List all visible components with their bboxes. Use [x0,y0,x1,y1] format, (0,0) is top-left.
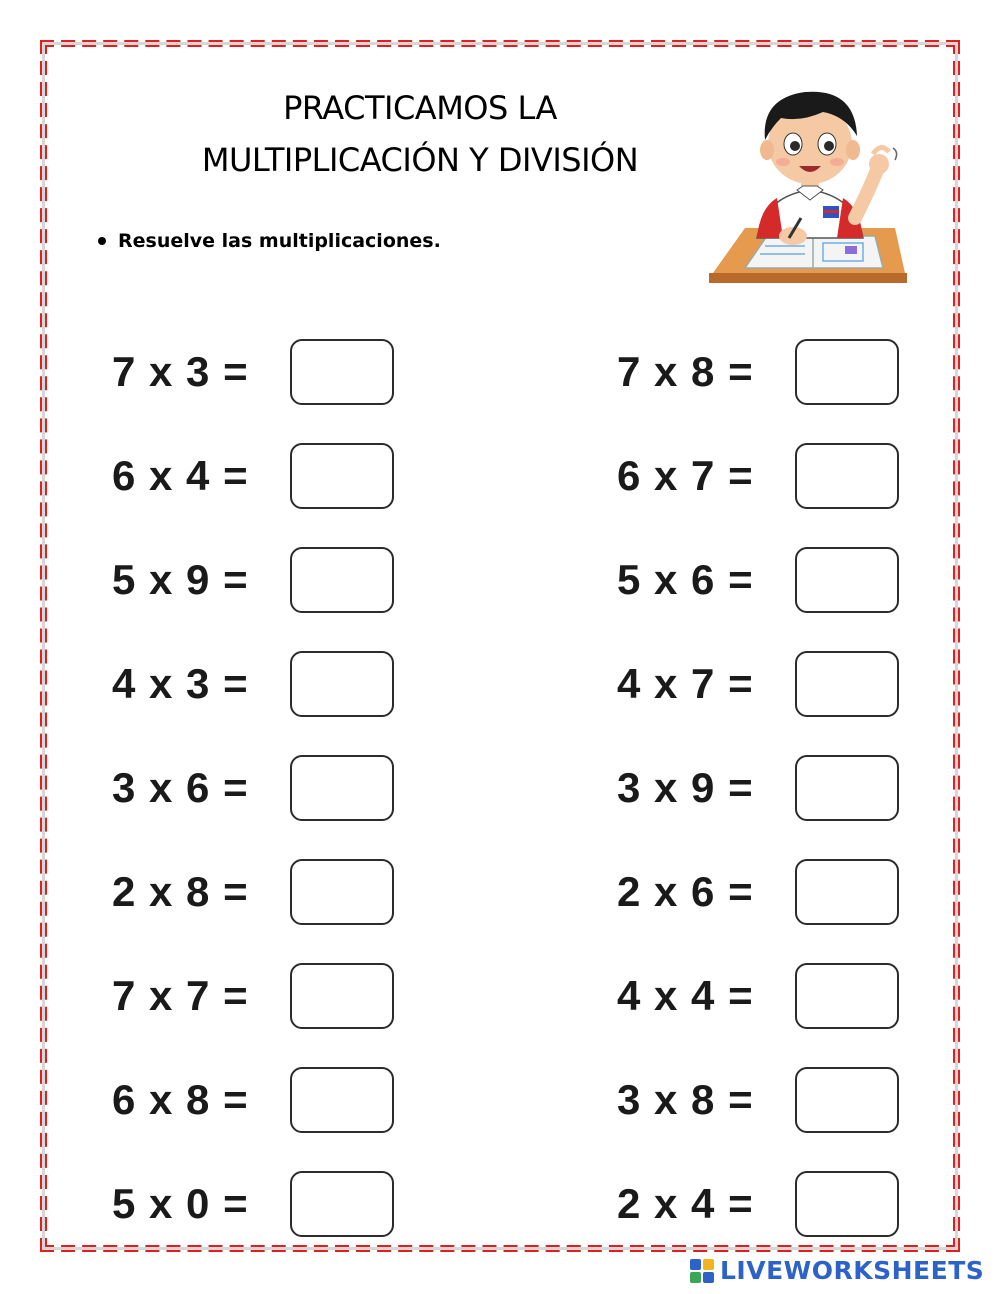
answer-box[interactable] [795,443,899,509]
exercise-expression: 4 x 7 = [617,660,754,707]
exercise-expression: 3 x 8 = [617,1076,754,1123]
instruction [98,230,441,252]
exercise-row [617,338,899,406]
answer-box[interactable] [290,339,394,405]
exercise-expression: 5 x 9 = [112,556,249,603]
exercise-expression: 5 x 6 = [617,556,754,603]
exercise-row [617,858,899,926]
exercise-row [112,650,394,718]
worksheet-title [110,82,730,186]
liveworksheets-logo-icon [690,1259,714,1283]
exercise-expression: 3 x 9 = [617,764,754,811]
exercise-expression: 6 x 4 = [112,452,249,499]
watermark-text: LIVEWORKSHEETS [720,1256,985,1285]
answer-box[interactable] [795,651,899,717]
right-exercise-column [617,338,899,1274]
exercise-expression: 7 x 3 = [112,348,249,395]
exercise-row [617,754,899,822]
exercise-row [112,442,394,510]
answer-box[interactable] [290,963,394,1029]
exercise-expression: 5 x 0 = [112,1180,249,1227]
exercise-row [112,858,394,926]
answer-box[interactable] [290,1171,394,1237]
exercise-row [617,546,899,614]
title-line-1: PRACTICAMOS LA [283,89,557,127]
exercise-row [112,754,394,822]
left-exercise-column [112,338,394,1274]
exercise-expression: 6 x 8 = [112,1076,249,1123]
instruction-text: Resuelve las multiplicaciones. [118,230,441,252]
exercise-row [112,546,394,614]
answer-box[interactable] [290,755,394,821]
exercise-expression: 2 x 6 = [617,868,754,915]
exercise-row [112,1066,394,1134]
exercise-row [617,962,899,1030]
exercise-expression: 3 x 6 = [112,764,249,811]
exercise-expression: 4 x 4 = [617,972,754,1019]
exercise-expression: 2 x 8 = [112,868,249,915]
answer-box[interactable] [795,963,899,1029]
exercise-expression: 7 x 8 = [617,348,754,395]
answer-box[interactable] [290,443,394,509]
bullet-icon [98,237,106,245]
exercise-expression: 6 x 7 = [617,452,754,499]
exercise-row [617,1170,899,1238]
answer-box[interactable] [795,1067,899,1133]
answer-box[interactable] [795,859,899,925]
boy-writing-illustration [705,78,915,288]
answer-box[interactable] [795,755,899,821]
answer-box[interactable] [795,547,899,613]
exercise-expression: 7 x 7 = [112,972,249,1019]
exercise-expression: 2 x 4 = [617,1180,754,1227]
exercise-row [112,1170,394,1238]
exercise-row [617,650,899,718]
answer-box[interactable] [795,1171,899,1237]
answer-box[interactable] [290,1067,394,1133]
answer-box[interactable] [290,547,394,613]
exercise-row [112,338,394,406]
exercise-row [112,962,394,1030]
exercise-expression: 4 x 3 = [112,660,249,707]
title-line-2: MULTIPLICACIÓN Y DIVISIÓN [201,141,639,179]
liveworksheets-watermark [690,1256,984,1285]
exercise-row [617,1066,899,1134]
answer-box[interactable] [290,651,394,717]
answer-box[interactable] [290,859,394,925]
answer-box[interactable] [795,339,899,405]
exercise-row [617,442,899,510]
